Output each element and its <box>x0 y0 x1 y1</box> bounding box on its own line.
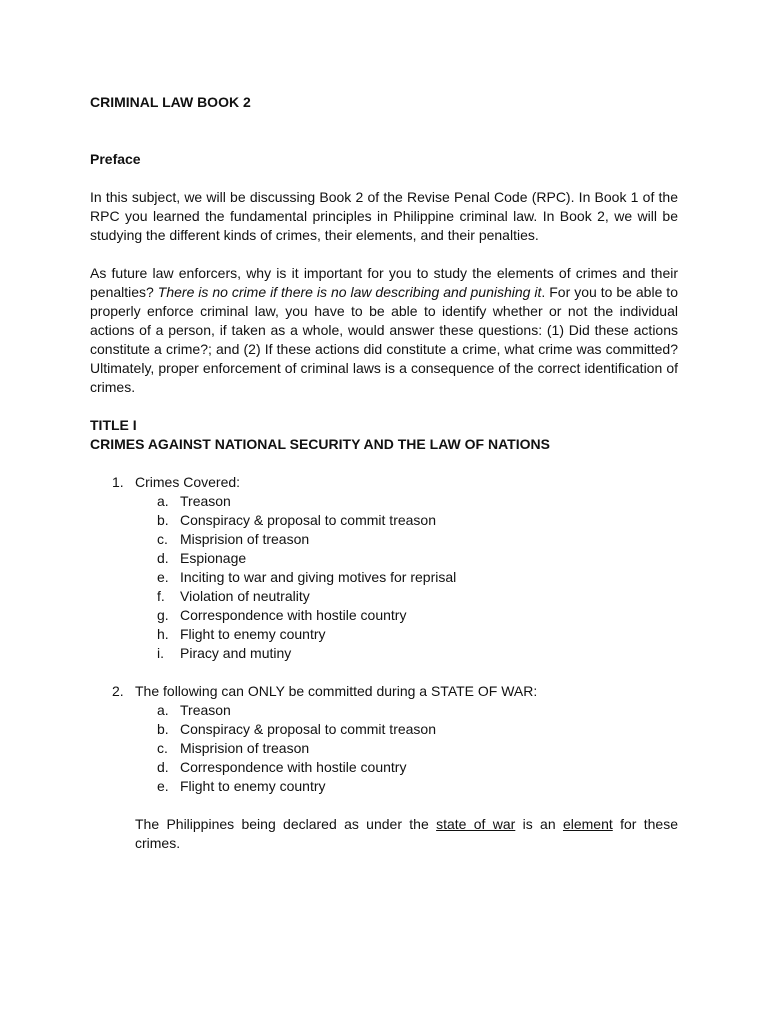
sublist-item <box>135 644 678 663</box>
sublist-item <box>135 568 678 587</box>
sublist-item <box>135 739 678 758</box>
sublist-item-text: Misprision of treason <box>180 531 310 547</box>
sublist-item <box>135 511 678 530</box>
preface-heading: Preface <box>90 151 141 167</box>
list-number: 2. <box>112 683 124 699</box>
paragraph-2-text-end: . For you to be able to properly enforce criminal law, you have to be able to identify whether or not the individual actions of a person, if taken as a whole, would answer these questions: (1) Did these actions constitute a crime?; and (2) If these actions did constitute a crime, what crime was committed? Ultimately, proper enforcement of criminal laws is a consequence of the correct identification of crimes. <box>90 284 678 395</box>
sublist-letter: e. <box>157 778 169 794</box>
sublist-item <box>135 625 678 644</box>
sublist-letter: c. <box>157 740 168 756</box>
sublist-item <box>135 549 678 568</box>
sublist-item <box>135 492 678 511</box>
state-of-war-sublist <box>135 701 678 796</box>
note-text: is an <box>515 816 563 832</box>
state-of-war-note <box>135 815 678 853</box>
sublist-item-text: Treason <box>180 702 231 718</box>
sublist-letter: d. <box>157 550 169 566</box>
sublist-item-text: Piracy and mutiny <box>180 645 292 661</box>
title-number: TITLE I <box>90 417 137 433</box>
sublist-letter: i. <box>157 645 164 661</box>
sublist-letter: a. <box>157 702 169 718</box>
sublist-item <box>135 587 678 606</box>
sublist-item-text: Misprision of treason <box>180 740 310 756</box>
list-item-crimes-covered <box>90 473 678 663</box>
sublist-letter: g. <box>157 607 169 623</box>
sublist-item-text: Conspiracy & proposal to commit treason <box>180 721 436 737</box>
sublist-item <box>135 606 678 625</box>
paragraph-2-text-start: As future law enforcers, why is it important for you to study the elements of crimes and their penalties? <box>90 265 678 300</box>
sublist-letter: b. <box>157 721 169 737</box>
sublist-item <box>135 701 678 720</box>
paragraph-2-italic-text: There is no crime if there is no law describing and punishing it <box>157 284 542 300</box>
sublist-letter: d. <box>157 759 169 775</box>
sublist-letter: a. <box>157 493 169 509</box>
document-title: CRIMINAL LAW BOOK 2 <box>90 94 251 110</box>
list-item-state-of-war <box>90 682 678 853</box>
sublist-item <box>135 758 678 777</box>
note-text: The Philippines being declared as under the <box>135 816 437 832</box>
crimes-covered-sublist <box>135 492 678 663</box>
list-item-text: Crimes Covered: <box>135 474 241 490</box>
sublist-item-text: Treason <box>180 493 231 509</box>
sublist-letter: c. <box>157 531 168 547</box>
sublist-letter: f. <box>157 588 165 604</box>
sublist-item-text: Flight to enemy country <box>180 626 326 642</box>
sublist-item <box>135 777 678 796</box>
title-name: CRIMES AGAINST NATIONAL SECURITY AND THE LAW OF NATIONS <box>90 436 550 452</box>
sublist-item-text: Espionage <box>180 550 247 566</box>
document-body <box>90 93 678 853</box>
sublist-letter: h. <box>157 626 169 642</box>
list-item-text: The following can ONLY be committed during a STATE OF WAR: <box>135 683 538 699</box>
sublist-item-text: Flight to enemy country <box>180 778 326 794</box>
sublist-letter: b. <box>157 512 169 528</box>
sublist-item-text: Correspondence with hostile country <box>180 759 407 775</box>
note-text: for these crimes. <box>135 816 678 851</box>
note-underlined-element: element <box>562 816 613 832</box>
sublist-item-text: Conspiracy & proposal to commit treason <box>180 512 436 528</box>
sublist-item <box>135 720 678 739</box>
sublist-item-text: Inciting to war and giving motives for reprisal <box>180 569 457 585</box>
sublist-letter: e. <box>157 569 169 585</box>
sublist-item <box>135 530 678 549</box>
list-number: 1. <box>112 474 124 490</box>
title-heading-block <box>90 416 678 454</box>
preface-paragraph-1: In this subject, we will be discussing Book 2 of the Revise Penal Code (RPC). In Book 1 of the RPC you learned the fundamental principles in Philippine criminal law. In Book 2, we will be studying the different kinds of crimes, their elements, and their penalties. <box>90 189 678 243</box>
sublist-item-text: Violation of neutrality <box>180 588 310 604</box>
preface-paragraph-2 <box>90 264 678 397</box>
note-underlined-state-of-war: state of war <box>436 816 516 832</box>
sublist-item-text: Correspondence with hostile country <box>180 607 407 623</box>
numbered-list <box>90 473 678 853</box>
